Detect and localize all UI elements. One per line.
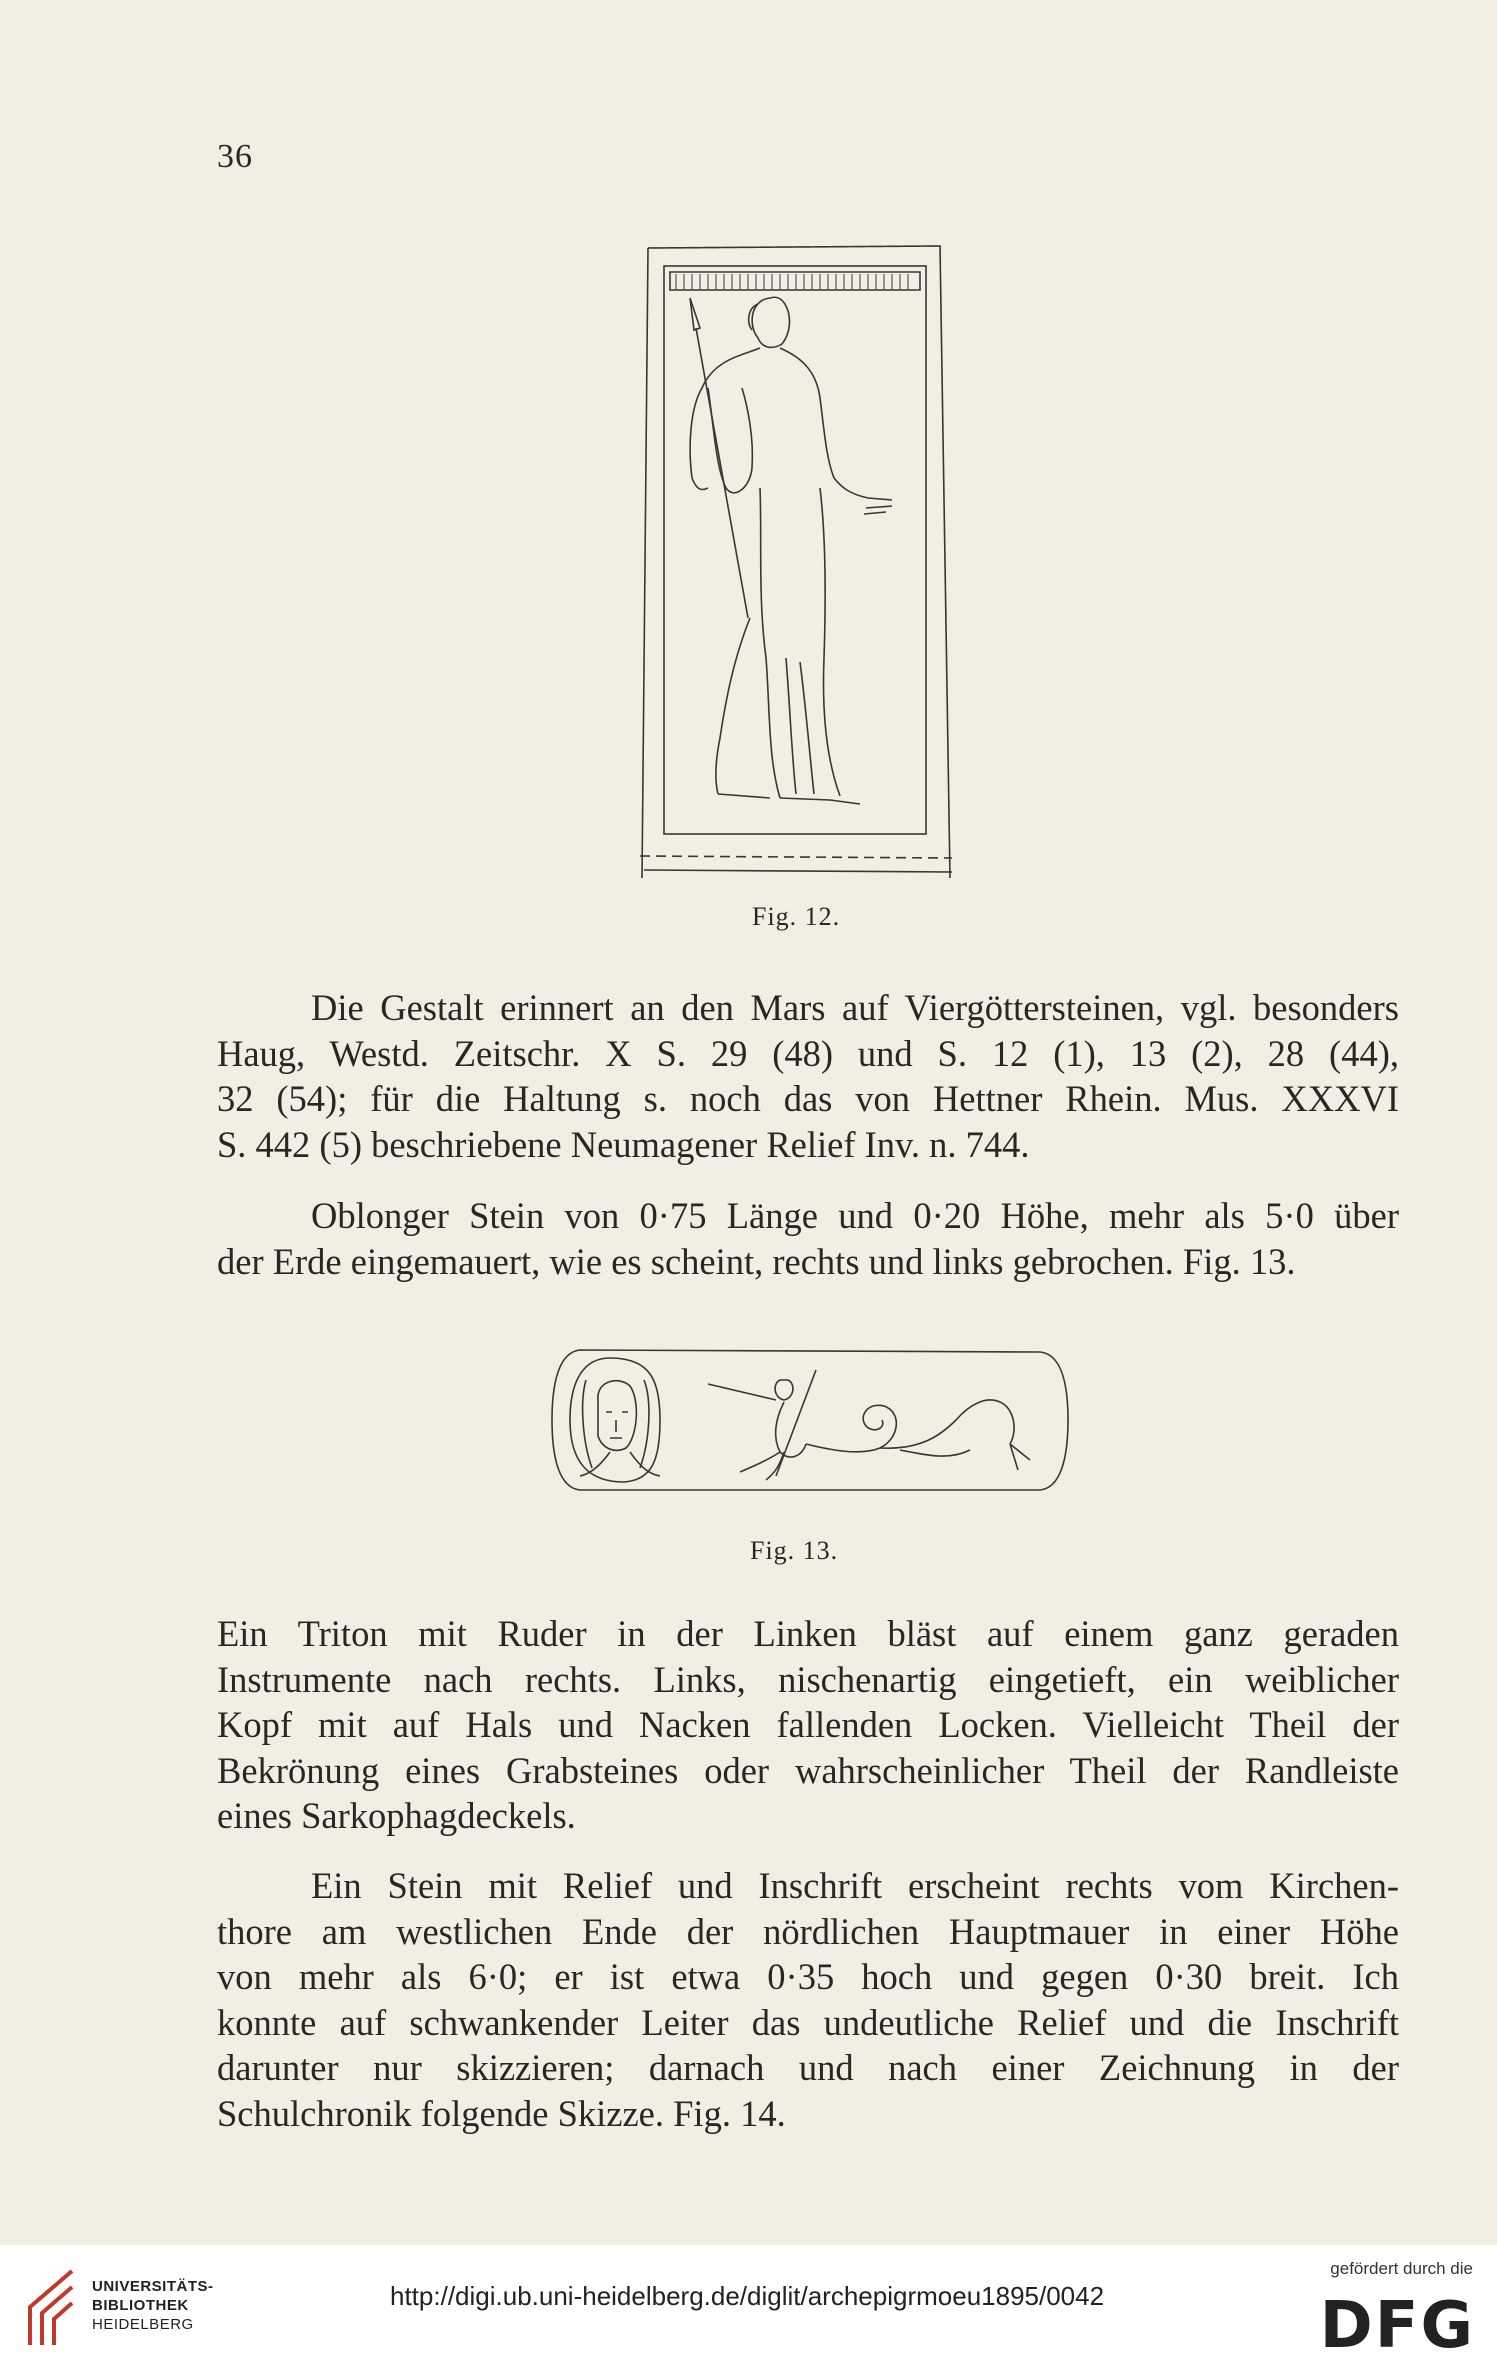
paragraph-2-line: Oblonger Stein von 0·75 Länge und 0·20 Höhe, mehr als 5·0 über [311,1195,1399,1236]
paragraph-3-line: Kopf mit auf Hals und Nacken fallenden Locken. Vielleicht Theil der [217,1704,1399,1745]
figure-13-drawing [540,1340,1080,1500]
library-name-line: BIBLIOTHEK [92,2297,189,2314]
paragraph-1-line: Die Gestalt erinnert an den Mars auf Viergöttersteinen, vgl. besonders [311,987,1399,1028]
paragraph-4-line: von mehr als 6·0; er ist etwa 0·35 hoch und gegen 0·30 breit. Ich [217,1956,1399,1997]
paragraph-3-line: eines Sarkophagdeckels. [217,1795,576,1836]
library-name-line: HEIDELBERG [92,2316,194,2333]
page-number: 36 [217,138,253,175]
paragraph-1-line: 32 (54); für die Haltung s. noch das von Hettner Rhein. Mus. XXXVI [217,1078,1399,1119]
figure-12-caption: Fig. 12. [752,902,841,931]
paragraph-3-line: Ein Triton mit Ruder in der Linken bläst auf einem ganz geraden [217,1613,1399,1654]
paragraph-1-line: Haug, Westd. Zeitschr. X S. 29 (48) und S. 12 (1), 13 (2), 28 (44), [217,1032,1399,1074]
paragraph-3-line: Instrumente nach rechts. Links, nischenartig eingetieft, ein weiblicher [217,1658,1399,1700]
paragraph-4-line: Ein Stein mit Relief und Inschrift erscheint rechts vom Kirchen- [311,1865,1399,1906]
footer-bar [0,2245,1497,2374]
paragraph-3-line: Bekrönung eines Grabsteines oder wahrscheinlicher Theil der Randleiste [217,1749,1399,1791]
paragraph-2-line: der Erde eingemauert, wie es scheint, rechts und links gebrochen. Fig. 13. [217,1240,1296,1282]
paragraph-1 [217,985,1399,1167]
figure-13-caption: Fig. 13. [750,1536,839,1565]
paragraph-3 [217,1611,1399,1839]
paragraph-2 [217,1193,1399,1284]
library-logo-icon [22,2267,80,2349]
library-name [92,2277,214,2334]
dfg-logo: DFG [1319,2289,1475,2363]
paragraph-4-line: Schulchronik folgende Skizze. Fig. 14. [217,2092,786,2134]
source-url-link[interactable]: http://digi.ub.uni-heidelberg.de/diglit/archepigrmoeu1895/0042 [390,2281,1105,2311]
paragraph-4 [217,1863,1399,2136]
paragraph-4-line: konnte auf schwankender Leiter das undeutliche Relief und die Inschrift [217,2001,1399,2043]
paragraph-4-line: darunter nur skizzieren; darnach und nach einer Zeichnung in der [217,2047,1399,2088]
paragraph-1-line: S. 442 (5) beschriebene Neumagener Relief Inv. n. 744. [217,1123,1030,1165]
funding-label: gefördert durch die [1330,2259,1473,2278]
paragraph-4-line: thore am westlichen Ende der nördlichen Hauptmauer in einer Höhe [217,1910,1399,1952]
library-name-line: UNIVERSITÄTS- [92,2278,214,2295]
figure-12-drawing [630,238,970,878]
